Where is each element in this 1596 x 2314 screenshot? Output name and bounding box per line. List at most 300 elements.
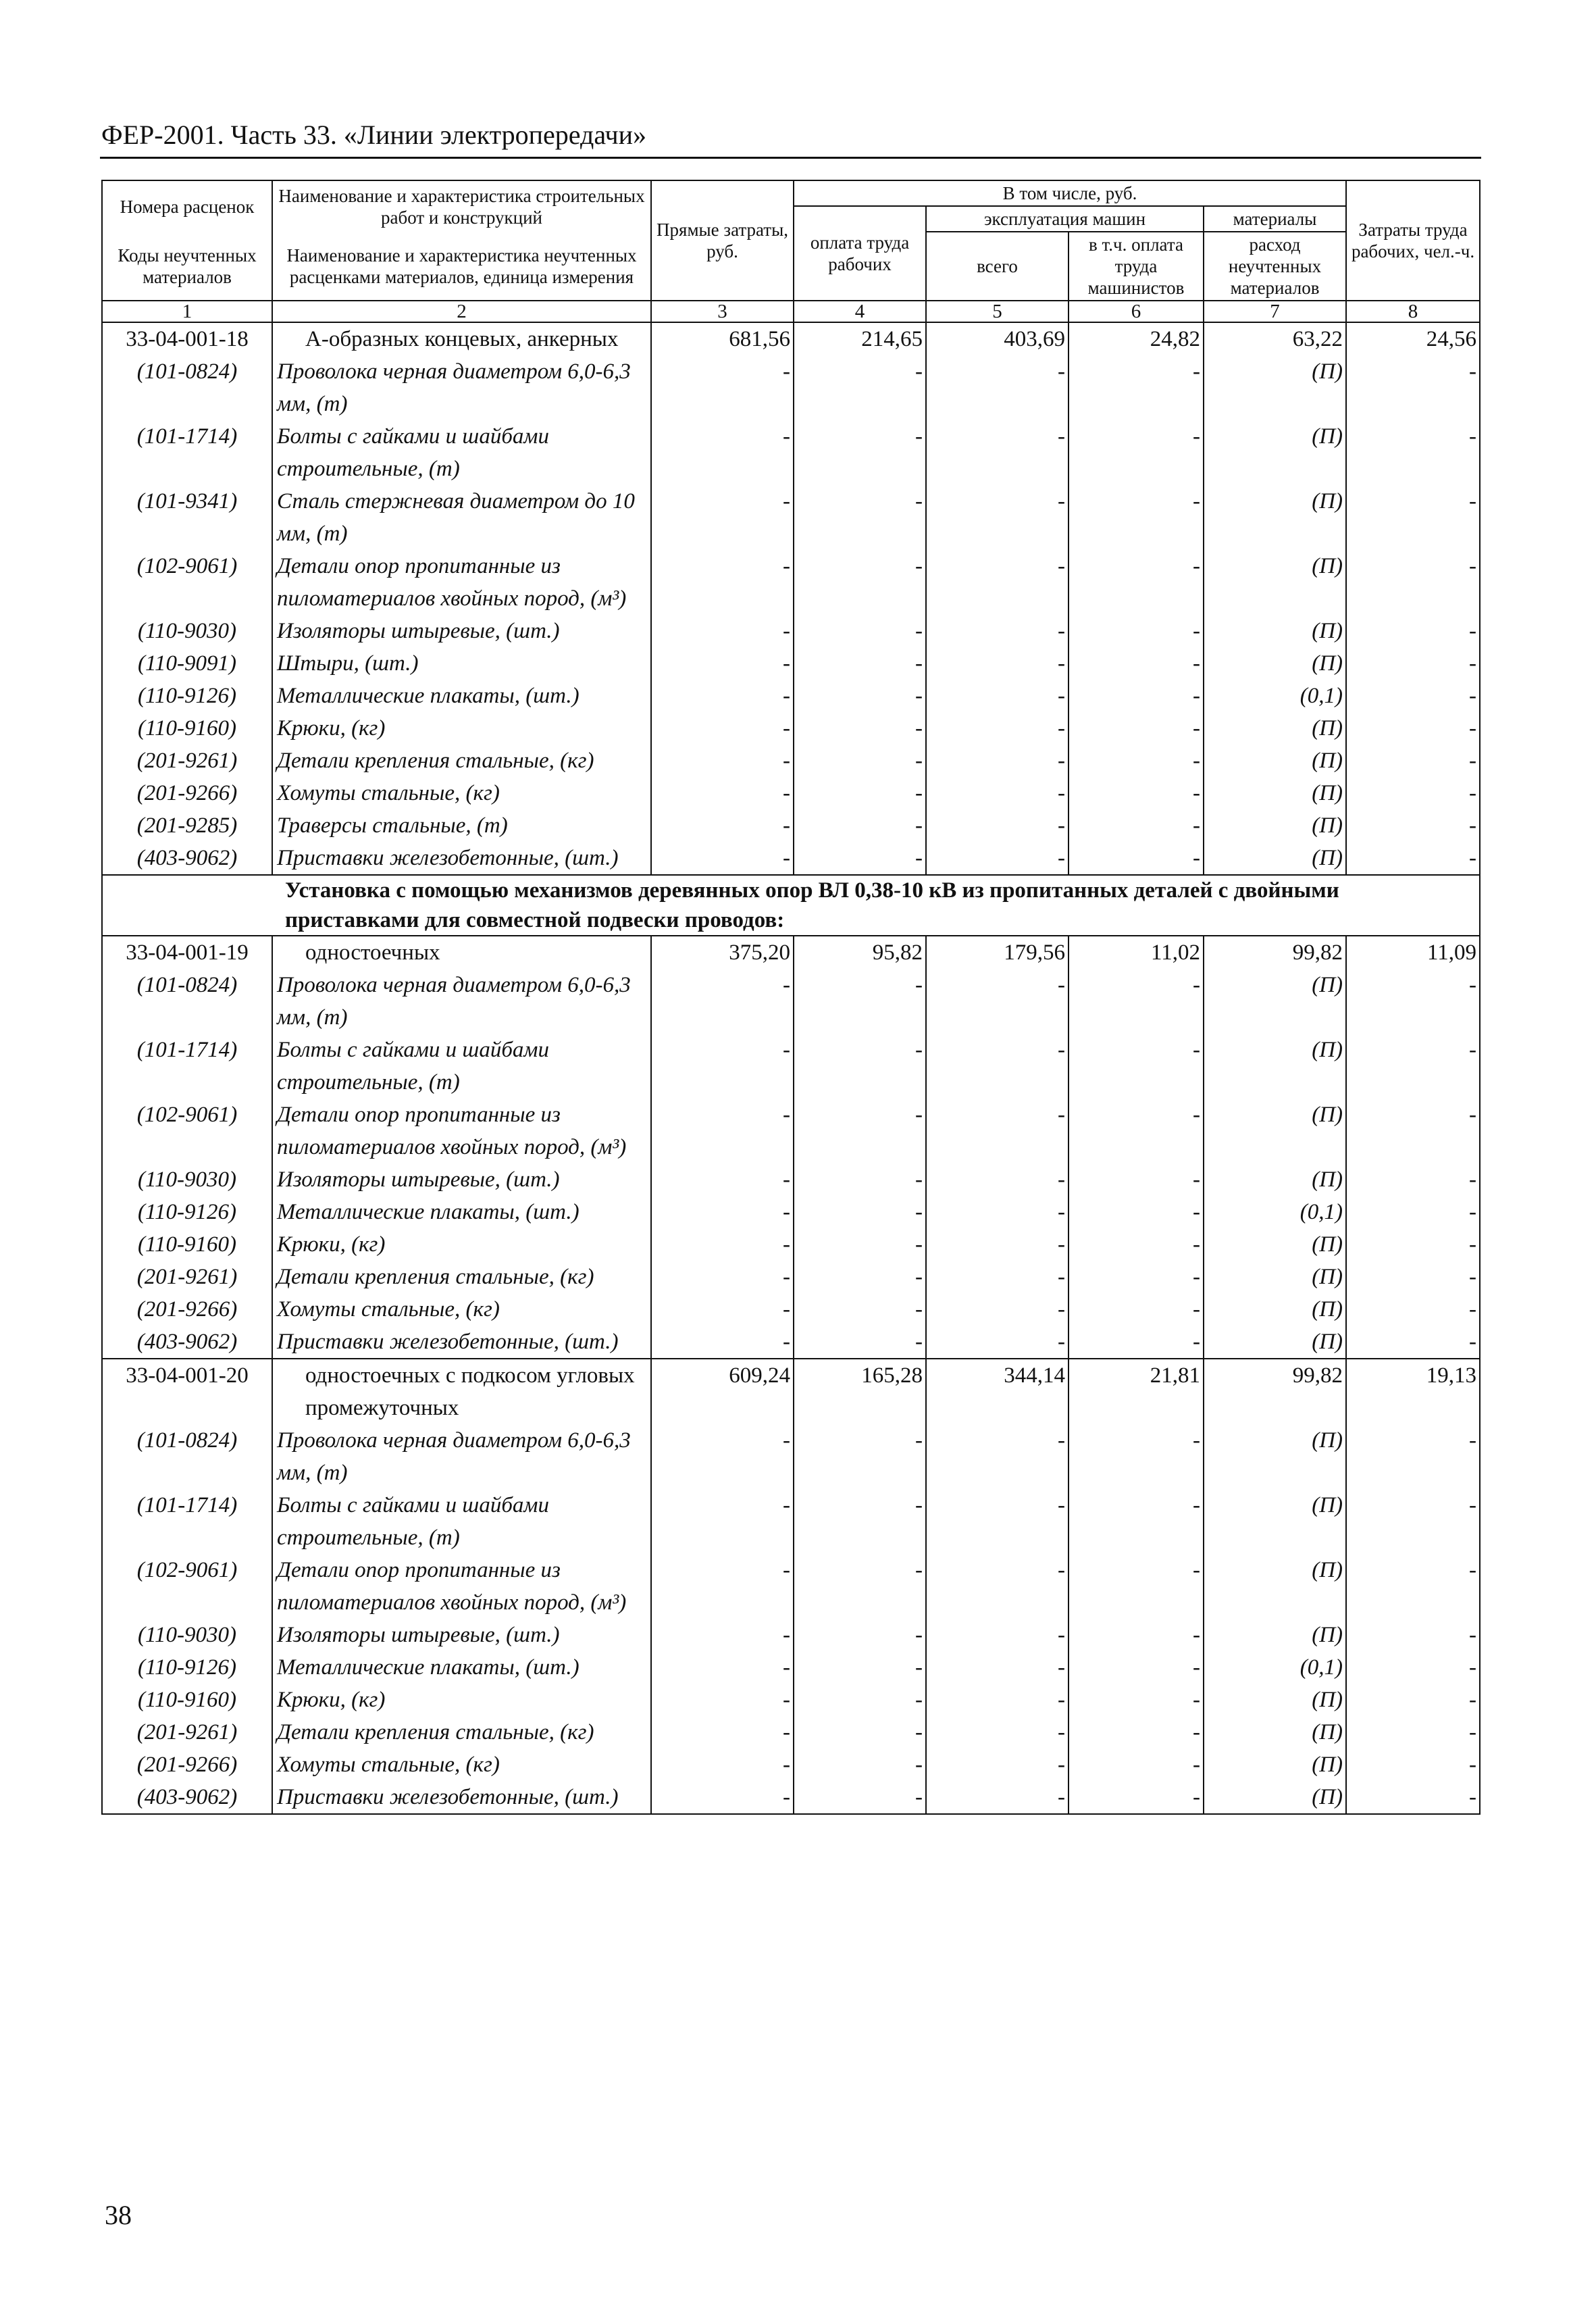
cell-c8: - — [1346, 1684, 1480, 1716]
row-name: Детали крепления стальные, (кг) — [272, 745, 651, 777]
material-row — [102, 550, 1480, 615]
cell-c3: - — [651, 1196, 794, 1228]
cell-c8: - — [1346, 485, 1480, 550]
cell-c4: - — [794, 1196, 926, 1228]
row-code: (201-9266) — [102, 1293, 272, 1326]
material-row — [102, 777, 1480, 809]
rate-row — [102, 322, 1480, 355]
material-row — [102, 680, 1480, 712]
cell-c3: - — [651, 1716, 794, 1749]
row-name: Крюки, (кг) — [272, 712, 651, 745]
cell-c7: (П) — [1204, 1228, 1346, 1261]
cell-c7: (П) — [1204, 1261, 1346, 1293]
cell-c5: - — [926, 1554, 1069, 1619]
cell-c7: (П) — [1204, 777, 1346, 809]
cell-c8: 24,56 — [1346, 322, 1480, 355]
row-code: (110-9030) — [102, 615, 272, 647]
cell-c7: (П) — [1204, 1554, 1346, 1619]
page-header-title: ФЕР-2001. Часть 33. «Линии электропередачи» — [101, 120, 647, 150]
cell-c5: - — [926, 809, 1069, 842]
row-code: (102-9061) — [102, 1554, 272, 1619]
row-code: (110-9091) — [102, 647, 272, 680]
column-number: 6 — [1069, 301, 1204, 322]
row-code: (110-9160) — [102, 712, 272, 745]
cell-c8: - — [1346, 712, 1480, 745]
cell-c5: - — [926, 615, 1069, 647]
row-name: Металлические плакаты, (шт.) — [272, 1196, 651, 1228]
row-name: Штыри, (шт.) — [272, 647, 651, 680]
cell-c4: - — [794, 712, 926, 745]
table-header — [102, 180, 1480, 322]
cell-c4: - — [794, 842, 926, 875]
row-code: (101-9341) — [102, 485, 272, 550]
material-row — [102, 1684, 1480, 1716]
cell-c5: - — [926, 1619, 1069, 1651]
column-number: 3 — [651, 301, 794, 322]
cell-c3: - — [651, 420, 794, 485]
cell-c8: - — [1346, 1196, 1480, 1228]
material-row — [102, 1163, 1480, 1196]
cell-c8: - — [1346, 1716, 1480, 1749]
cell-c7: (П) — [1204, 1684, 1346, 1716]
row-name: Болты с гайками и шайбами строительные, (т) — [272, 420, 651, 485]
header-direct-costs: Прямые затраты, руб. — [651, 180, 794, 301]
cell-c5: - — [926, 1163, 1069, 1196]
cell-c5: - — [926, 1261, 1069, 1293]
cell-c4: - — [794, 1326, 926, 1359]
cell-c4: - — [794, 1781, 926, 1814]
row-code: (102-9061) — [102, 1099, 272, 1163]
cell-c7: (П) — [1204, 1489, 1346, 1554]
cell-c6: - — [1069, 485, 1204, 550]
cell-c8: - — [1346, 969, 1480, 1034]
row-code: (201-9261) — [102, 1261, 272, 1293]
cell-c4: - — [794, 1293, 926, 1326]
cell-c6: - — [1069, 1749, 1204, 1781]
cell-c5: - — [926, 712, 1069, 745]
material-row — [102, 969, 1480, 1034]
cell-c7: (П) — [1204, 420, 1346, 485]
cell-c5: - — [926, 1651, 1069, 1684]
cell-c6: - — [1069, 1489, 1204, 1554]
cell-c6: - — [1069, 355, 1204, 420]
cell-c6: - — [1069, 647, 1204, 680]
cell-c6: - — [1069, 1684, 1204, 1716]
cell-c3: - — [651, 550, 794, 615]
cell-c3: - — [651, 1326, 794, 1359]
cell-c3: - — [651, 745, 794, 777]
cell-c6: 21,81 — [1069, 1359, 1204, 1424]
row-code: (403-9062) — [102, 842, 272, 875]
row-code: (101-0824) — [102, 1424, 272, 1489]
rates-table-container — [101, 180, 1479, 1815]
cell-c7: 63,22 — [1204, 322, 1346, 355]
header-unlisted-consumption: расход неучтенных материалов — [1204, 232, 1346, 301]
row-name: Болты с гайками и шайбами строительные, (т) — [272, 1034, 651, 1099]
cell-c6: - — [1069, 1293, 1204, 1326]
row-code: (403-9062) — [102, 1326, 272, 1359]
row-name: Приставки железобетонные, (шт.) — [272, 1326, 651, 1359]
section-heading-row — [102, 875, 1480, 936]
row-code: (101-1714) — [102, 420, 272, 485]
cell-c8: - — [1346, 1326, 1480, 1359]
cell-c8: - — [1346, 1099, 1480, 1163]
column-number: 2 — [272, 301, 651, 322]
cell-c7: (П) — [1204, 1034, 1346, 1099]
cell-c3: 375,20 — [651, 936, 794, 969]
cell-c8: - — [1346, 777, 1480, 809]
material-row — [102, 1619, 1480, 1651]
material-row — [102, 615, 1480, 647]
cell-c3: - — [651, 809, 794, 842]
cell-c4: - — [794, 1554, 926, 1619]
cell-c3: - — [651, 1228, 794, 1261]
cell-c3: - — [651, 485, 794, 550]
cell-c7: (0,1) — [1204, 680, 1346, 712]
cell-c4: - — [794, 420, 926, 485]
cell-c5: - — [926, 420, 1069, 485]
cell-c8: - — [1346, 1261, 1480, 1293]
header-including: В том числе, руб. — [794, 180, 1346, 206]
cell-c6: - — [1069, 969, 1204, 1034]
cell-c7: (П) — [1204, 969, 1346, 1034]
cell-c6: - — [1069, 842, 1204, 875]
cell-c7: 99,82 — [1204, 1359, 1346, 1424]
cell-c4: 95,82 — [794, 936, 926, 969]
header-rates-no: Номера расценок — [102, 180, 272, 232]
material-row — [102, 355, 1480, 420]
material-row — [102, 1651, 1480, 1684]
cell-c8: - — [1346, 745, 1480, 777]
header-materials: материалы — [1204, 206, 1346, 232]
cell-c4: - — [794, 1684, 926, 1716]
cell-c4: - — [794, 745, 926, 777]
cell-c7: (П) — [1204, 647, 1346, 680]
cell-c6: - — [1069, 1326, 1204, 1359]
material-row — [102, 712, 1480, 745]
cell-c5: - — [926, 485, 1069, 550]
row-code: (110-9126) — [102, 1651, 272, 1684]
cell-c7: (П) — [1204, 1716, 1346, 1749]
cell-c5: - — [926, 745, 1069, 777]
cell-c3: - — [651, 1651, 794, 1684]
cell-c5: 403,69 — [926, 322, 1069, 355]
row-name: Детали крепления стальные, (кг) — [272, 1261, 651, 1293]
cell-c3: - — [651, 1619, 794, 1651]
cell-c3: - — [651, 1034, 794, 1099]
row-code: (110-9126) — [102, 680, 272, 712]
cell-c5: - — [926, 777, 1069, 809]
cell-c5: - — [926, 680, 1069, 712]
cell-c4: - — [794, 680, 926, 712]
rate-row — [102, 1359, 1480, 1424]
material-row — [102, 1196, 1480, 1228]
cell-c4: - — [794, 777, 926, 809]
material-row — [102, 1034, 1480, 1099]
cell-c7: (0,1) — [1204, 1196, 1346, 1228]
column-numbers-row — [102, 301, 1480, 322]
cell-c6: - — [1069, 1163, 1204, 1196]
cell-c6: - — [1069, 420, 1204, 485]
row-name: А-образных концевых, анкерных — [272, 322, 651, 355]
row-code: (102-9061) — [102, 550, 272, 615]
cell-c8: - — [1346, 1651, 1480, 1684]
cell-c4: - — [794, 969, 926, 1034]
row-name: Детали опор пропитанные из пиломатериалов хвойных пород, (м³) — [272, 1554, 651, 1619]
row-name: Проволока черная диаметром 6,0-6,3 мм, (т) — [272, 969, 651, 1034]
cell-c4: - — [794, 1261, 926, 1293]
row-code: 33-04-001-19 — [102, 936, 272, 969]
cell-c8: - — [1346, 420, 1480, 485]
row-name: Болты с гайками и шайбами строительные, (т) — [272, 1489, 651, 1554]
row-name: Хомуты стальные, (кг) — [272, 1293, 651, 1326]
header-unlisted-codes: Коды неучтенных материалов — [102, 232, 272, 301]
cell-c4: - — [794, 1228, 926, 1261]
table-body — [102, 322, 1480, 1814]
cell-c3: 681,56 — [651, 322, 794, 355]
cell-c8: - — [1346, 1293, 1480, 1326]
row-name: Приставки железобетонные, (шт.) — [272, 842, 651, 875]
cell-c4: - — [794, 1489, 926, 1554]
cell-c3: - — [651, 615, 794, 647]
cell-c5: - — [926, 1228, 1069, 1261]
column-number: 8 — [1346, 301, 1480, 322]
cell-c8: - — [1346, 1424, 1480, 1489]
row-name: Траверсы стальные, (т) — [272, 809, 651, 842]
cell-c7: (П) — [1204, 842, 1346, 875]
cell-c6: - — [1069, 1554, 1204, 1619]
header-rule — [100, 157, 1481, 159]
row-code: (110-9160) — [102, 1684, 272, 1716]
cell-c8: - — [1346, 550, 1480, 615]
cell-c7: (П) — [1204, 1326, 1346, 1359]
cell-c5: 344,14 — [926, 1359, 1069, 1424]
cell-c8: - — [1346, 1781, 1480, 1814]
cell-c5: - — [926, 647, 1069, 680]
header-incl-operators: в т.ч. оплата труда машинистов — [1069, 232, 1204, 301]
row-code: (201-9285) — [102, 809, 272, 842]
cell-c7: (П) — [1204, 1163, 1346, 1196]
header-work-name: Наименование и характеристика строительных работ и конструкций — [272, 180, 651, 232]
row-name: Детали опор пропитанные из пиломатериалов хвойных пород, (м³) — [272, 550, 651, 615]
page-number: 38 — [105, 2200, 132, 2230]
cell-c6: - — [1069, 1424, 1204, 1489]
cell-c8: - — [1346, 680, 1480, 712]
cell-c7: (П) — [1204, 355, 1346, 420]
row-code: 33-04-001-18 — [102, 322, 272, 355]
cell-c8: - — [1346, 1749, 1480, 1781]
row-name: Проволока черная диаметром 6,0-6,3 мм, (т) — [272, 1424, 651, 1489]
cell-c7: (0,1) — [1204, 1651, 1346, 1684]
cell-c3: - — [651, 842, 794, 875]
cell-c3: - — [651, 1684, 794, 1716]
cell-c3: - — [651, 712, 794, 745]
header-machine-ops: эксплуатация машин — [926, 206, 1204, 232]
cell-c8: - — [1346, 809, 1480, 842]
cell-c4: - — [794, 1034, 926, 1099]
cell-c4: - — [794, 355, 926, 420]
row-code: (110-9030) — [102, 1619, 272, 1651]
cell-c5: - — [926, 1489, 1069, 1554]
cell-c3: - — [651, 647, 794, 680]
row-code: (110-9126) — [102, 1196, 272, 1228]
row-name: одностоечных — [272, 936, 651, 969]
cell-c6: - — [1069, 712, 1204, 745]
material-row — [102, 1261, 1480, 1293]
cell-c3: - — [651, 1293, 794, 1326]
material-row — [102, 485, 1480, 550]
cell-c4: - — [794, 550, 926, 615]
row-name: Детали крепления стальные, (кг) — [272, 1716, 651, 1749]
row-name: Сталь стержневая диаметром до 10 мм, (т) — [272, 485, 651, 550]
cell-c8: - — [1346, 1554, 1480, 1619]
rates-table — [101, 180, 1481, 1815]
cell-c8: 11,09 — [1346, 936, 1480, 969]
header-worker-pay: оплата труда рабочих — [794, 206, 926, 301]
column-number: 5 — [926, 301, 1069, 322]
cell-c6: - — [1069, 1619, 1204, 1651]
cell-c4: - — [794, 647, 926, 680]
row-name: Хомуты стальные, (кг) — [272, 1749, 651, 1781]
cell-c3: - — [651, 777, 794, 809]
cell-c4: - — [794, 1651, 926, 1684]
material-row — [102, 1716, 1480, 1749]
cell-c7: (П) — [1204, 1781, 1346, 1814]
cell-c3: - — [651, 1489, 794, 1554]
cell-c7: (П) — [1204, 809, 1346, 842]
cell-c7: (П) — [1204, 1619, 1346, 1651]
row-name: Изоляторы штыревые, (шт.) — [272, 1619, 651, 1651]
row-code: (101-1714) — [102, 1034, 272, 1099]
cell-c8: - — [1346, 1489, 1480, 1554]
cell-c3: - — [651, 680, 794, 712]
cell-c6: - — [1069, 1781, 1204, 1814]
row-code: (101-0824) — [102, 969, 272, 1034]
cell-c8: - — [1346, 1034, 1480, 1099]
material-row — [102, 842, 1480, 875]
cell-c5: - — [926, 355, 1069, 420]
cell-c6: - — [1069, 1099, 1204, 1163]
header-unlisted-name: Наименование и характеристика неучтенных расценками материалов, единица измерения — [272, 232, 651, 301]
cell-c7: (П) — [1204, 1749, 1346, 1781]
cell-c7: (П) — [1204, 1099, 1346, 1163]
row-name: одностоечных с подкосом угловых промежуточных — [272, 1359, 651, 1424]
cell-c7: (П) — [1204, 550, 1346, 615]
cell-c5: - — [926, 1749, 1069, 1781]
cell-c5: - — [926, 842, 1069, 875]
cell-c7: (П) — [1204, 745, 1346, 777]
cell-c5: 179,56 — [926, 936, 1069, 969]
row-code: (101-0824) — [102, 355, 272, 420]
cell-c6: 11,02 — [1069, 936, 1204, 969]
cell-c6: - — [1069, 615, 1204, 647]
cell-c6: - — [1069, 745, 1204, 777]
cell-c5: - — [926, 1424, 1069, 1489]
row-name: Хомуты стальные, (кг) — [272, 777, 651, 809]
row-name: Приставки железобетонные, (шт.) — [272, 1781, 651, 1814]
cell-c3: 609,24 — [651, 1359, 794, 1424]
row-name: Крюки, (кг) — [272, 1228, 651, 1261]
row-code: (201-9266) — [102, 1749, 272, 1781]
cell-c4: - — [794, 809, 926, 842]
section-heading: Установка с помощью механизмов деревянных опор ВЛ 0,38-10 кВ из пропитанных деталей с двойными приставками для совместной подвески проводов: — [102, 875, 1480, 936]
cell-c7: (П) — [1204, 485, 1346, 550]
rate-row — [102, 936, 1480, 969]
cell-c3: - — [651, 1554, 794, 1619]
cell-c3: - — [651, 1781, 794, 1814]
cell-c6: - — [1069, 1716, 1204, 1749]
cell-c6: 24,82 — [1069, 322, 1204, 355]
cell-c4: 214,65 — [794, 322, 926, 355]
cell-c7: 99,82 — [1204, 936, 1346, 969]
column-number: 4 — [794, 301, 926, 322]
row-name: Детали опор пропитанные из пиломатериалов хвойных пород, (м³) — [272, 1099, 651, 1163]
row-name: Проволока черная диаметром 6,0-6,3 мм, (т) — [272, 355, 651, 420]
material-row — [102, 809, 1480, 842]
row-code: (201-9261) — [102, 745, 272, 777]
cell-c4: - — [794, 485, 926, 550]
row-code: 33-04-001-20 — [102, 1359, 272, 1424]
cell-c3: - — [651, 1163, 794, 1196]
cell-c5: - — [926, 1326, 1069, 1359]
material-row — [102, 1424, 1480, 1489]
cell-c5: - — [926, 1716, 1069, 1749]
cell-c5: - — [926, 1781, 1069, 1814]
header-labor-costs: Затраты труда рабочих, чел.-ч. — [1346, 180, 1480, 301]
cell-c8: - — [1346, 1619, 1480, 1651]
cell-c4: - — [794, 1099, 926, 1163]
row-name: Металлические плакаты, (шт.) — [272, 680, 651, 712]
cell-c3: - — [651, 1424, 794, 1489]
material-row — [102, 420, 1480, 485]
material-row — [102, 745, 1480, 777]
cell-c5: - — [926, 550, 1069, 615]
cell-c7: (П) — [1204, 1424, 1346, 1489]
cell-c8: - — [1346, 355, 1480, 420]
material-row — [102, 1228, 1480, 1261]
cell-c6: - — [1069, 1034, 1204, 1099]
cell-c5: - — [926, 1684, 1069, 1716]
cell-c8: - — [1346, 647, 1480, 680]
material-row — [102, 1099, 1480, 1163]
row-code: (110-9160) — [102, 1228, 272, 1261]
row-name: Металлические плакаты, (шт.) — [272, 1651, 651, 1684]
cell-c6: - — [1069, 1261, 1204, 1293]
column-number: 7 — [1204, 301, 1346, 322]
column-number: 1 — [102, 301, 272, 322]
material-row — [102, 1749, 1480, 1781]
cell-c4: 165,28 — [794, 1359, 926, 1424]
cell-c6: - — [1069, 809, 1204, 842]
row-name: Изоляторы штыревые, (шт.) — [272, 615, 651, 647]
cell-c8: - — [1346, 1163, 1480, 1196]
cell-c5: - — [926, 1196, 1069, 1228]
cell-c4: - — [794, 1424, 926, 1489]
material-row — [102, 1293, 1480, 1326]
header-total: всего — [926, 232, 1069, 301]
row-code: (101-1714) — [102, 1489, 272, 1554]
cell-c6: - — [1069, 777, 1204, 809]
row-code: (403-9062) — [102, 1781, 272, 1814]
material-row — [102, 1489, 1480, 1554]
cell-c7: (П) — [1204, 712, 1346, 745]
cell-c6: - — [1069, 680, 1204, 712]
row-name: Изоляторы штыревые, (шт.) — [272, 1163, 651, 1196]
material-row — [102, 1326, 1480, 1359]
cell-c8: 19,13 — [1346, 1359, 1480, 1424]
cell-c6: - — [1069, 1196, 1204, 1228]
cell-c4: - — [794, 615, 926, 647]
